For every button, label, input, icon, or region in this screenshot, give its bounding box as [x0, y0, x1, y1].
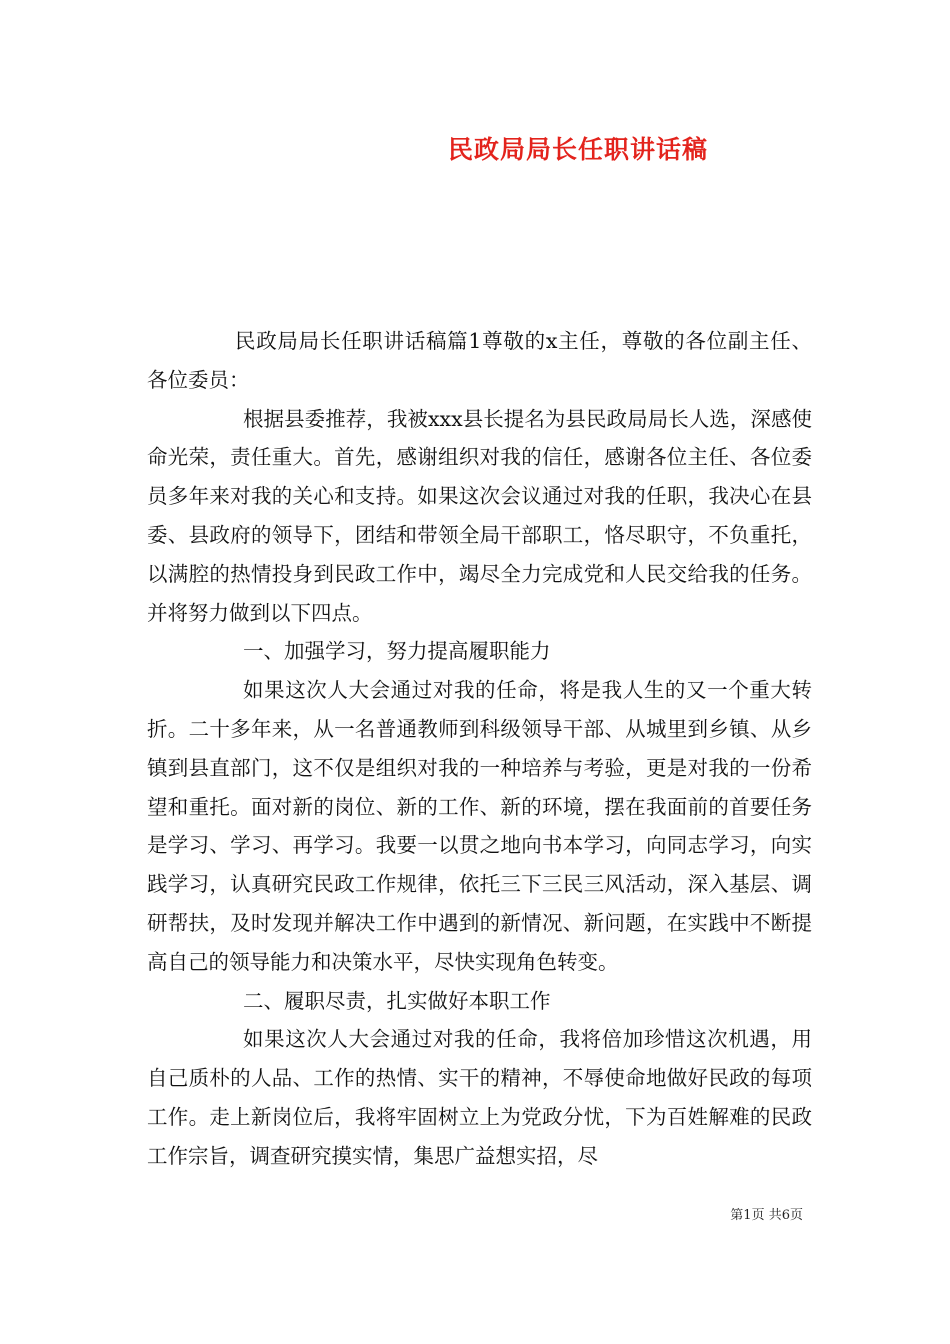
paragraph-learning: 如果这次人大会通过对我的任命，将是我人生的又一个重大转折。二十多年来，从一名普通教师到科级领导干部、从城里到乡镇、从乡镇到县直部门，这不仅是组织对我的一种培养与考验，更是对我的一份希望和重托。面对新的岗位、新的工作、新的环境，摆在我面前的首要任务是学习、学习、再学习。我要一以贯之地向书本学习，向同志学习，向实践学习，认真研究民政工作规律，依托三下三民三风活动，深入基层、调研帮扶，及时发现并解决工作中遇到的新情况、新问题，在实践中不断提高自己的领导能力和决策水平，尽快实现角色转变。 — [147, 678, 812, 974]
paragraph-duties: 如果这次人大会通过对我的任命，我将倍加珍惜这次机遇，用自己质朴的人品、工作的热情、实干的精神，不辱使命地做好民政的每项工作。走上新岗位后，我将牢固树立上为党政分忧，下为百姓解难的民政工作宗旨，调查研究摸实情，集思广益想实招，尽 — [147, 1027, 812, 1168]
section-heading-2: 二、履职尽责，扎实做好本职工作 — [243, 988, 551, 1013]
page-number-footer — [730, 1204, 803, 1223]
footer-total-pages: 6 — [781, 1208, 790, 1223]
footer-prefix: 第 — [730, 1208, 744, 1223]
footer-current-page: 1 — [743, 1208, 752, 1223]
document-title: 民政局局长任职讲话稿 — [447, 135, 708, 164]
section-heading-1: 一、加强学习，努力提高履职能力 — [243, 639, 551, 664]
paragraph-salutation: 民政局局长任职讲话稿篇1尊敬的x主任，尊敬的各位副主任、各位委员： — [147, 329, 812, 392]
footer-middle: 页 共 — [751, 1208, 782, 1223]
paragraph-nomination: 根据县委推荐，我被xxx县长提名为县民政局局长人选，深感使命光荣，责任重大。首先，感谢组织对我的信任，感谢各位主任、各位委员多年来对我的关心和支持。如果这次会议通过对我的任职，我决心在县委、县政府的领导下，团结和带领全局干部职工，恪尽职守，不负重托，以满腔的热情投身到民政工作中，竭尽全力完成党和人民交给我的任务。并将努力做到以下四点。 — [147, 406, 812, 625]
footer-suffix: 页 — [789, 1208, 803, 1223]
document-body — [147, 322, 812, 1176]
